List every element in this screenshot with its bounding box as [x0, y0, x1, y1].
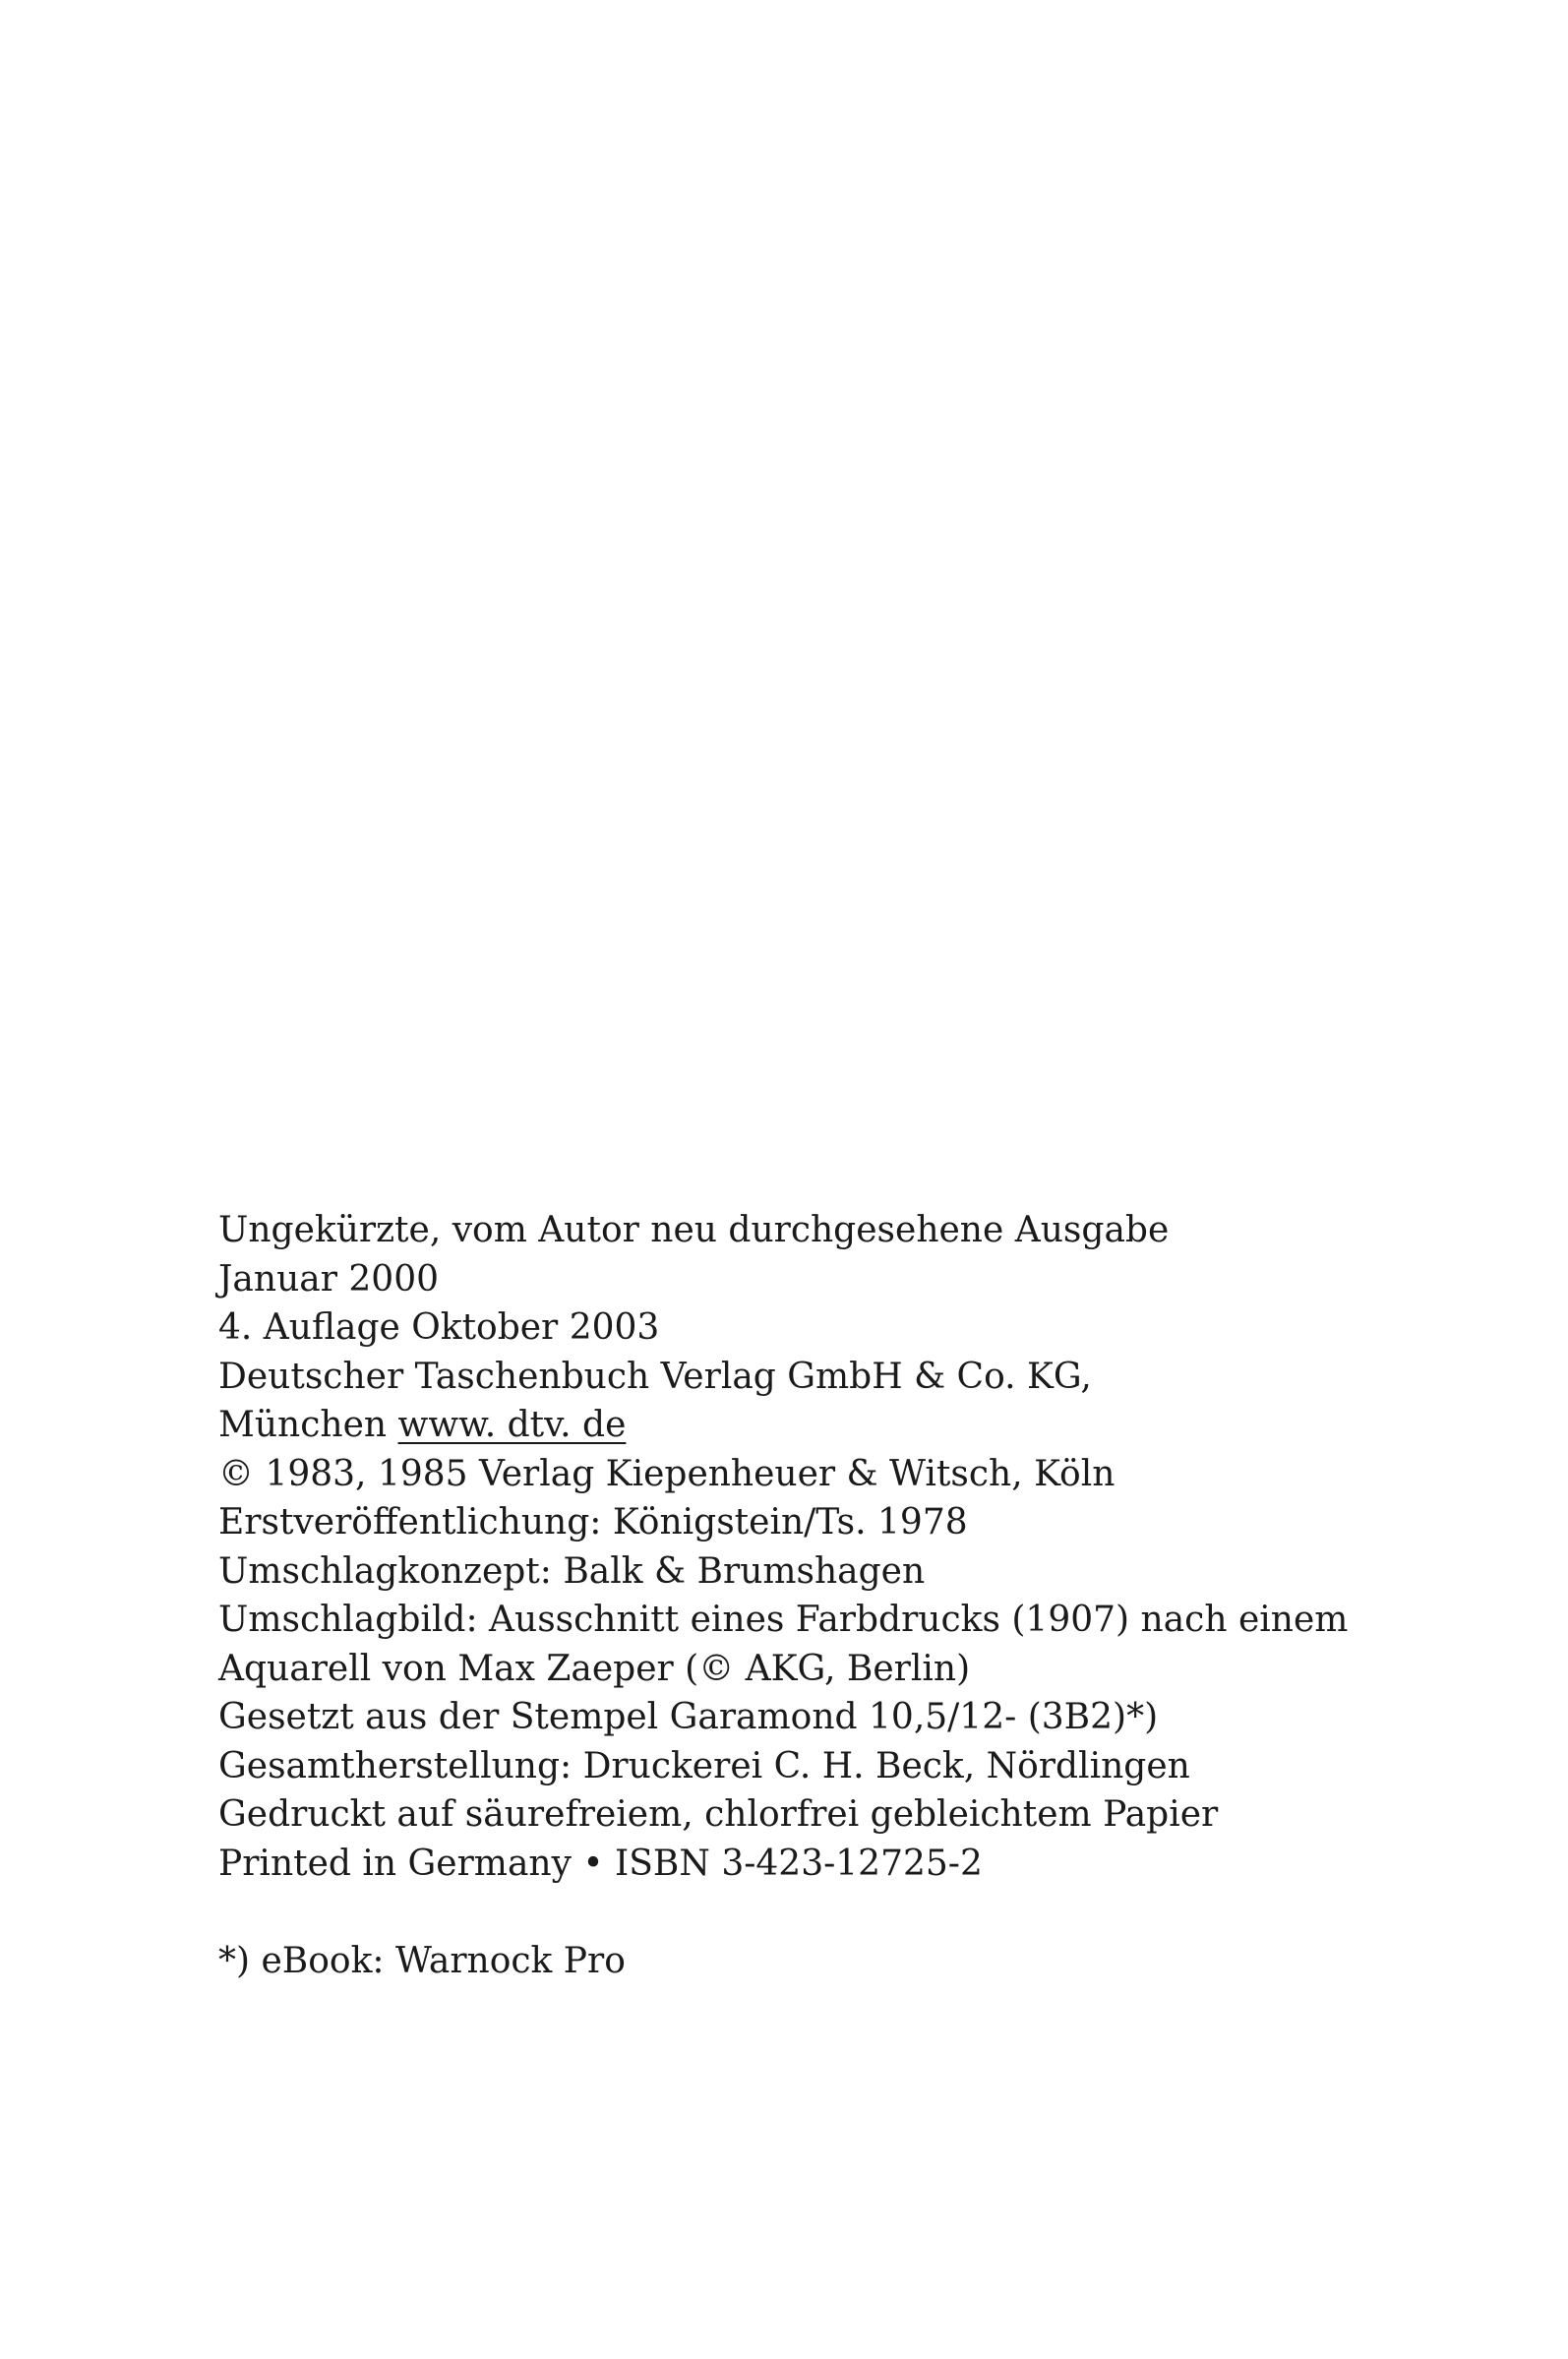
paper-note: Gedruckt auf säurefreiem, chlorfrei gebleichtem Papier	[218, 1794, 1219, 1835]
printing-note: 4. Auflage Oktober 2003	[218, 1307, 660, 1348]
edition-date: Januar 2000	[218, 1258, 439, 1300]
spacer	[218, 1888, 1399, 1937]
imprint-block	[218, 1206, 1399, 1986]
isbn-line: Printed in Germany • ISBN 3-423-12725-2	[218, 1843, 983, 1884]
publisher-name: Deutscher Taschenbuch Verlag GmbH & Co. KG,	[218, 1356, 1092, 1397]
publisher-city: München	[218, 1405, 388, 1445]
typeset-note: Gesetzt aus der Stempel Garamond 10,5/12- (3B2)*)	[218, 1697, 1159, 1737]
first-publication: Erstveröffentlichung: Königstein/Ts. 1978	[218, 1502, 968, 1542]
cover-image-credit: Umschlagbild: Ausschnitt eines Farbdrucks (1907) nach einem	[218, 1600, 1349, 1640]
copyright-line: © 1983, 1985 Verlag Kiepenheuer & Witsch, Köln	[218, 1453, 1116, 1494]
publisher-website-link[interactable]: www. dtv. de	[397, 1405, 627, 1445]
publisher-location	[218, 1401, 1399, 1450]
footnote: *) eBook: Warnock Pro	[218, 1941, 626, 1981]
edition-note: Ungekürzte, vom Autor neu durchgesehene Ausgabe	[218, 1210, 1170, 1250]
cover-image-credit-cont: Aquarell von Max Zaeper (© AKG, Berlin)	[218, 1648, 971, 1689]
production-note: Gesamtherstellung: Druckerei C. H. Beck, Nördlingen	[218, 1745, 1190, 1786]
cover-concept: Umschlagkonzept: Balk & Brumshagen	[218, 1550, 926, 1592]
